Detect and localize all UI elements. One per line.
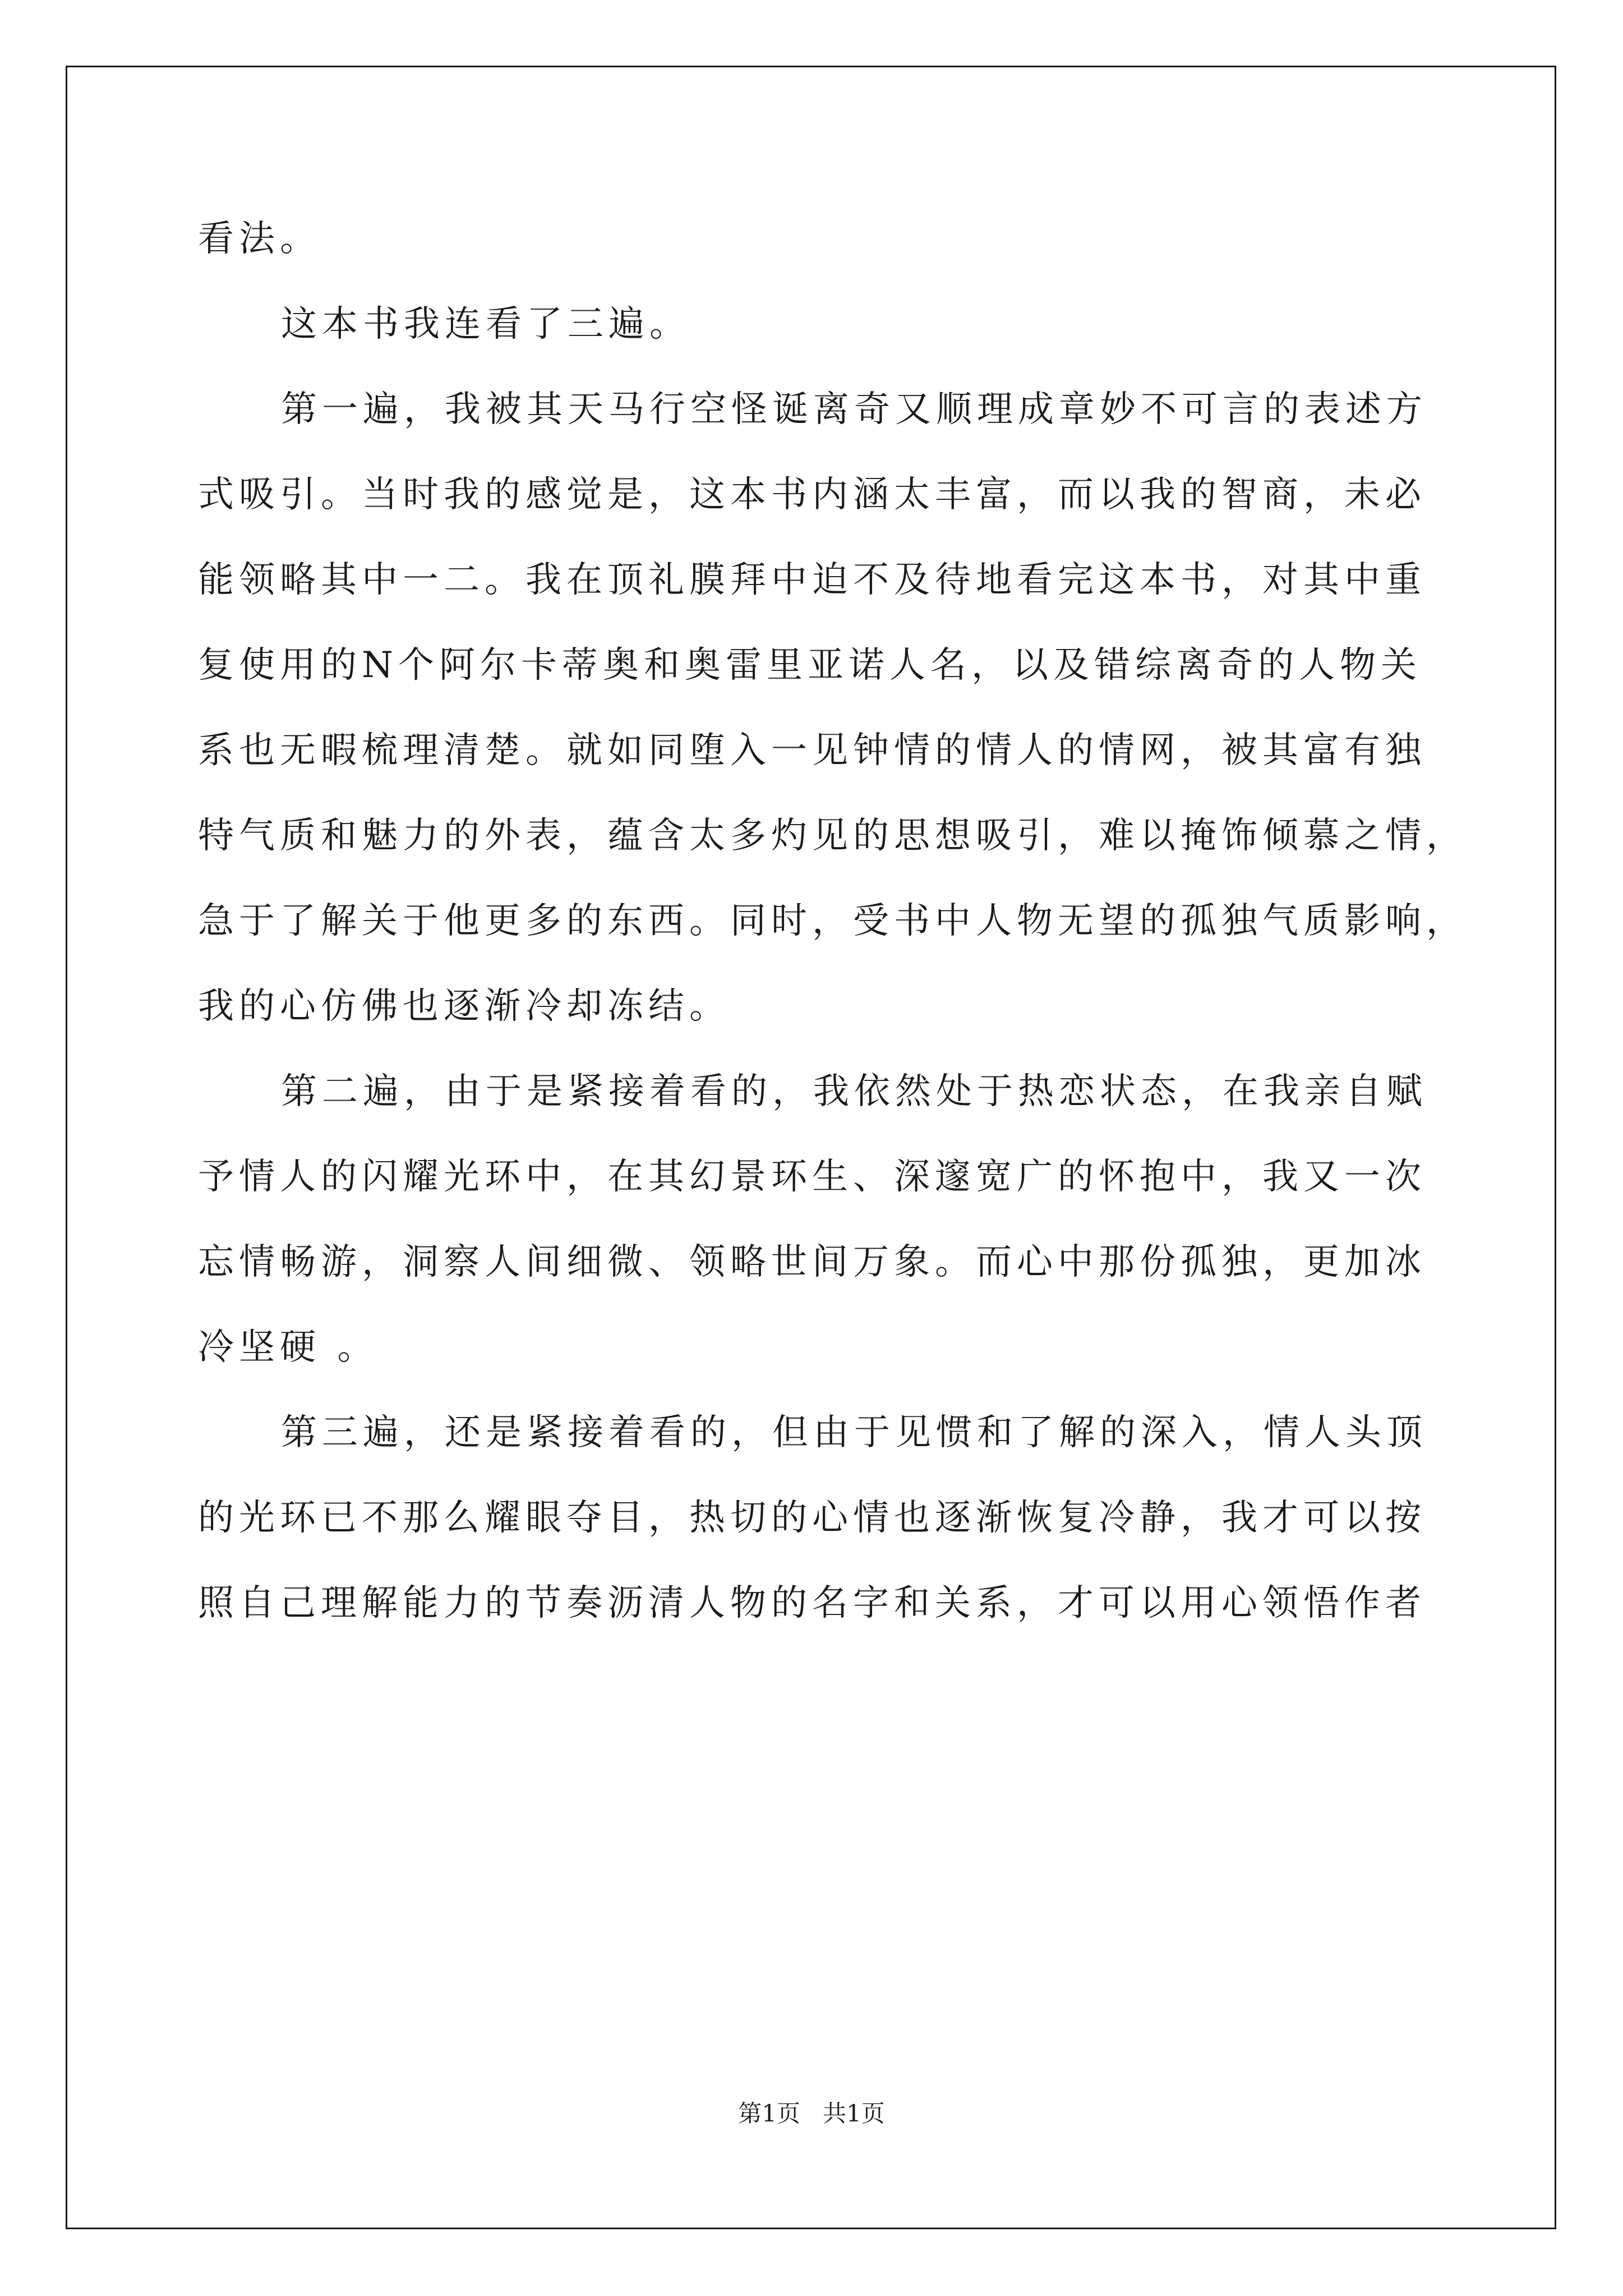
text-line: 式吸引。当时我的感觉是，这本书内涵太丰富，而以我的智商，未必 [198,474,1426,516]
text-line: 冷坚硬 。 [198,1327,379,1368]
text-line: 忘情畅游，洞察人间细微、领略世间万象。而心中那份孤独，更加冰 [198,1241,1426,1283]
page-footer [0,2097,1623,2131]
text-line: 第三遍，还是紧接着看的，但由于见惯和了解的深入，情人头顶 [281,1412,1427,1453]
text-line: 复使用的N个阿尔卡蒂奥和奥雷里亚诺人名，以及错综离奇的人物关 [198,645,1422,686]
text-line: 第一遍，我被其天马行空怪诞离奇又顺理成章妙不可言的表述方 [281,389,1427,430]
text-line: 能领略其中一二。我在顶礼膜拜中迫不及待地看完这本书，对其中重 [198,559,1426,601]
text-line: 急于了解关于他更多的东西。同时，受书中人物无望的孤独气质影响， [198,900,1467,942]
page-total: 共1页 [823,2100,885,2127]
page-number: 第1页 [738,2100,800,2127]
document-body [198,196,1467,1646]
text-line: 我的心仿佛也逐渐冷却冻结。 [198,986,730,1027]
text-line: 照自己理解能力的节奏沥清人物的名字和关系，才可以用心领悟作者 [198,1582,1426,1624]
text-line: 第二遍，由于是紧接着看的，我依然处于热恋状态，在我亲自赋 [281,1071,1427,1112]
text-line: 特气质和魅力的外表，蕴含太多灼见的思想吸引，难以掩饰倾慕之情， [198,815,1467,857]
text-line: 看法。 [198,218,321,260]
text-line: 系也无暇梳理清楚。就如同堕入一见钟情的情人的情网，被其富有独 [198,730,1426,771]
text-line: 这本书我连看了三遍。 [281,303,690,345]
text-line: 的光环已不那么耀眼夺目，热切的心情也逐渐恢复冷静，我才可以按 [198,1497,1426,1539]
text-line: 予情人的闪耀光环中，在其幻景环生、深邃宽广的怀抱中，我又一次 [198,1156,1426,1198]
